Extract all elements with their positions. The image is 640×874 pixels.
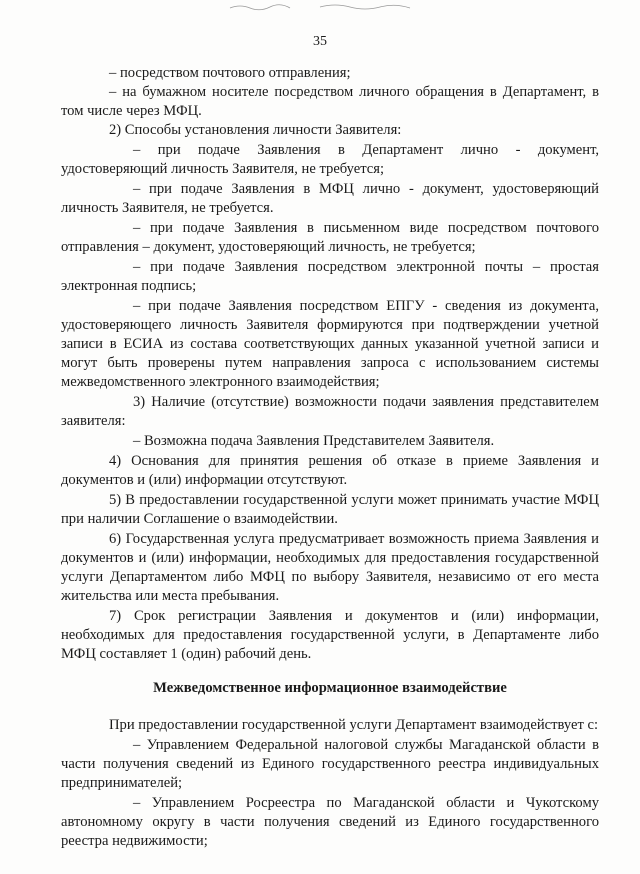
document-body xyxy=(61,64,599,851)
paragraph: 3) Наличие (отсутствие) возможности подачи заявления представителем заявителя: xyxy=(61,394,599,429)
paragraph: – посредством почтового отправления; xyxy=(109,65,351,81)
paragraph: 2) Способы установления личности Заявителя: xyxy=(109,122,402,138)
paragraph: – при подаче Заявления посредством ЕПГУ - сведения из документа, удостоверяющего личность Заявителя формируются при подтверждении учетной записи в ЕСИА из состава соответствующих данных указанной учетной записи и могут быть проверены путем направления запроса с использованием системы межведомственного электронного взаимодействия; xyxy=(61,298,599,390)
paragraph: 5) В предоставлении государственной услуги может принимать участие МФЦ при наличии Соглашение о взаимодействии. xyxy=(61,492,599,527)
paragraph: – Возможна подача Заявления Представителем Заявителя. xyxy=(133,433,495,449)
paragraph: 4) Основания для принятия решения об отказе в приеме Заявления и документов и (или) информации отсутствуют. xyxy=(61,453,599,488)
section-heading: Межведомственное информационное взаимодействие xyxy=(153,680,507,696)
paragraph: При предоставлении государственной услуги Департамент взаимодействует с: xyxy=(109,717,599,733)
paragraph: – Управлением Федеральной налоговой службы Магаданской области в части получения сведений из Единого государственного реестра индивидуальных предпринимателей; xyxy=(61,737,599,791)
paragraph: – при подаче Заявления в письменном виде посредством почтового отправления – документ, удостоверяющий личность, не требуется; xyxy=(61,220,599,255)
paragraph: – при подаче Заявления посредством электронной почты – простая электронная подпись; xyxy=(61,259,599,294)
scan-artifact xyxy=(220,2,420,12)
paragraph: 6) Государственная услуга предусматривает возможность приема Заявления и документов и (или) информации, необходимых для предоставления государственной услуги Департаментом либо МФЦ по выбору Заявителя, независимо от его места жительства или места пребывания. xyxy=(61,531,599,604)
paragraph: – на бумажном носителе посредством личного обращения в Департамент, в том числе через МФЦ. xyxy=(61,84,599,119)
page-number: 35 xyxy=(313,34,327,49)
paragraph: – при подаче Заявления в МФЦ лично - документ, удостоверяющий личность Заявителя, не требуется. xyxy=(61,181,599,216)
paragraph: 7) Срок регистрации Заявления и документов и (или) информации, необходимых для предоставления государственной услуги, в Департаменте либо МФЦ составляет 1 (один) рабочий день. xyxy=(61,608,599,662)
paragraph: – Управлением Росреестра по Магаданской области и Чукотскому автономному округу в части получения сведений из Единого государственного реестра недвижимости; xyxy=(61,795,599,849)
paragraph: – при подаче Заявления в Департамент лично - документ, удостоверяющий личность Заявителя, не требуется; xyxy=(61,142,599,177)
